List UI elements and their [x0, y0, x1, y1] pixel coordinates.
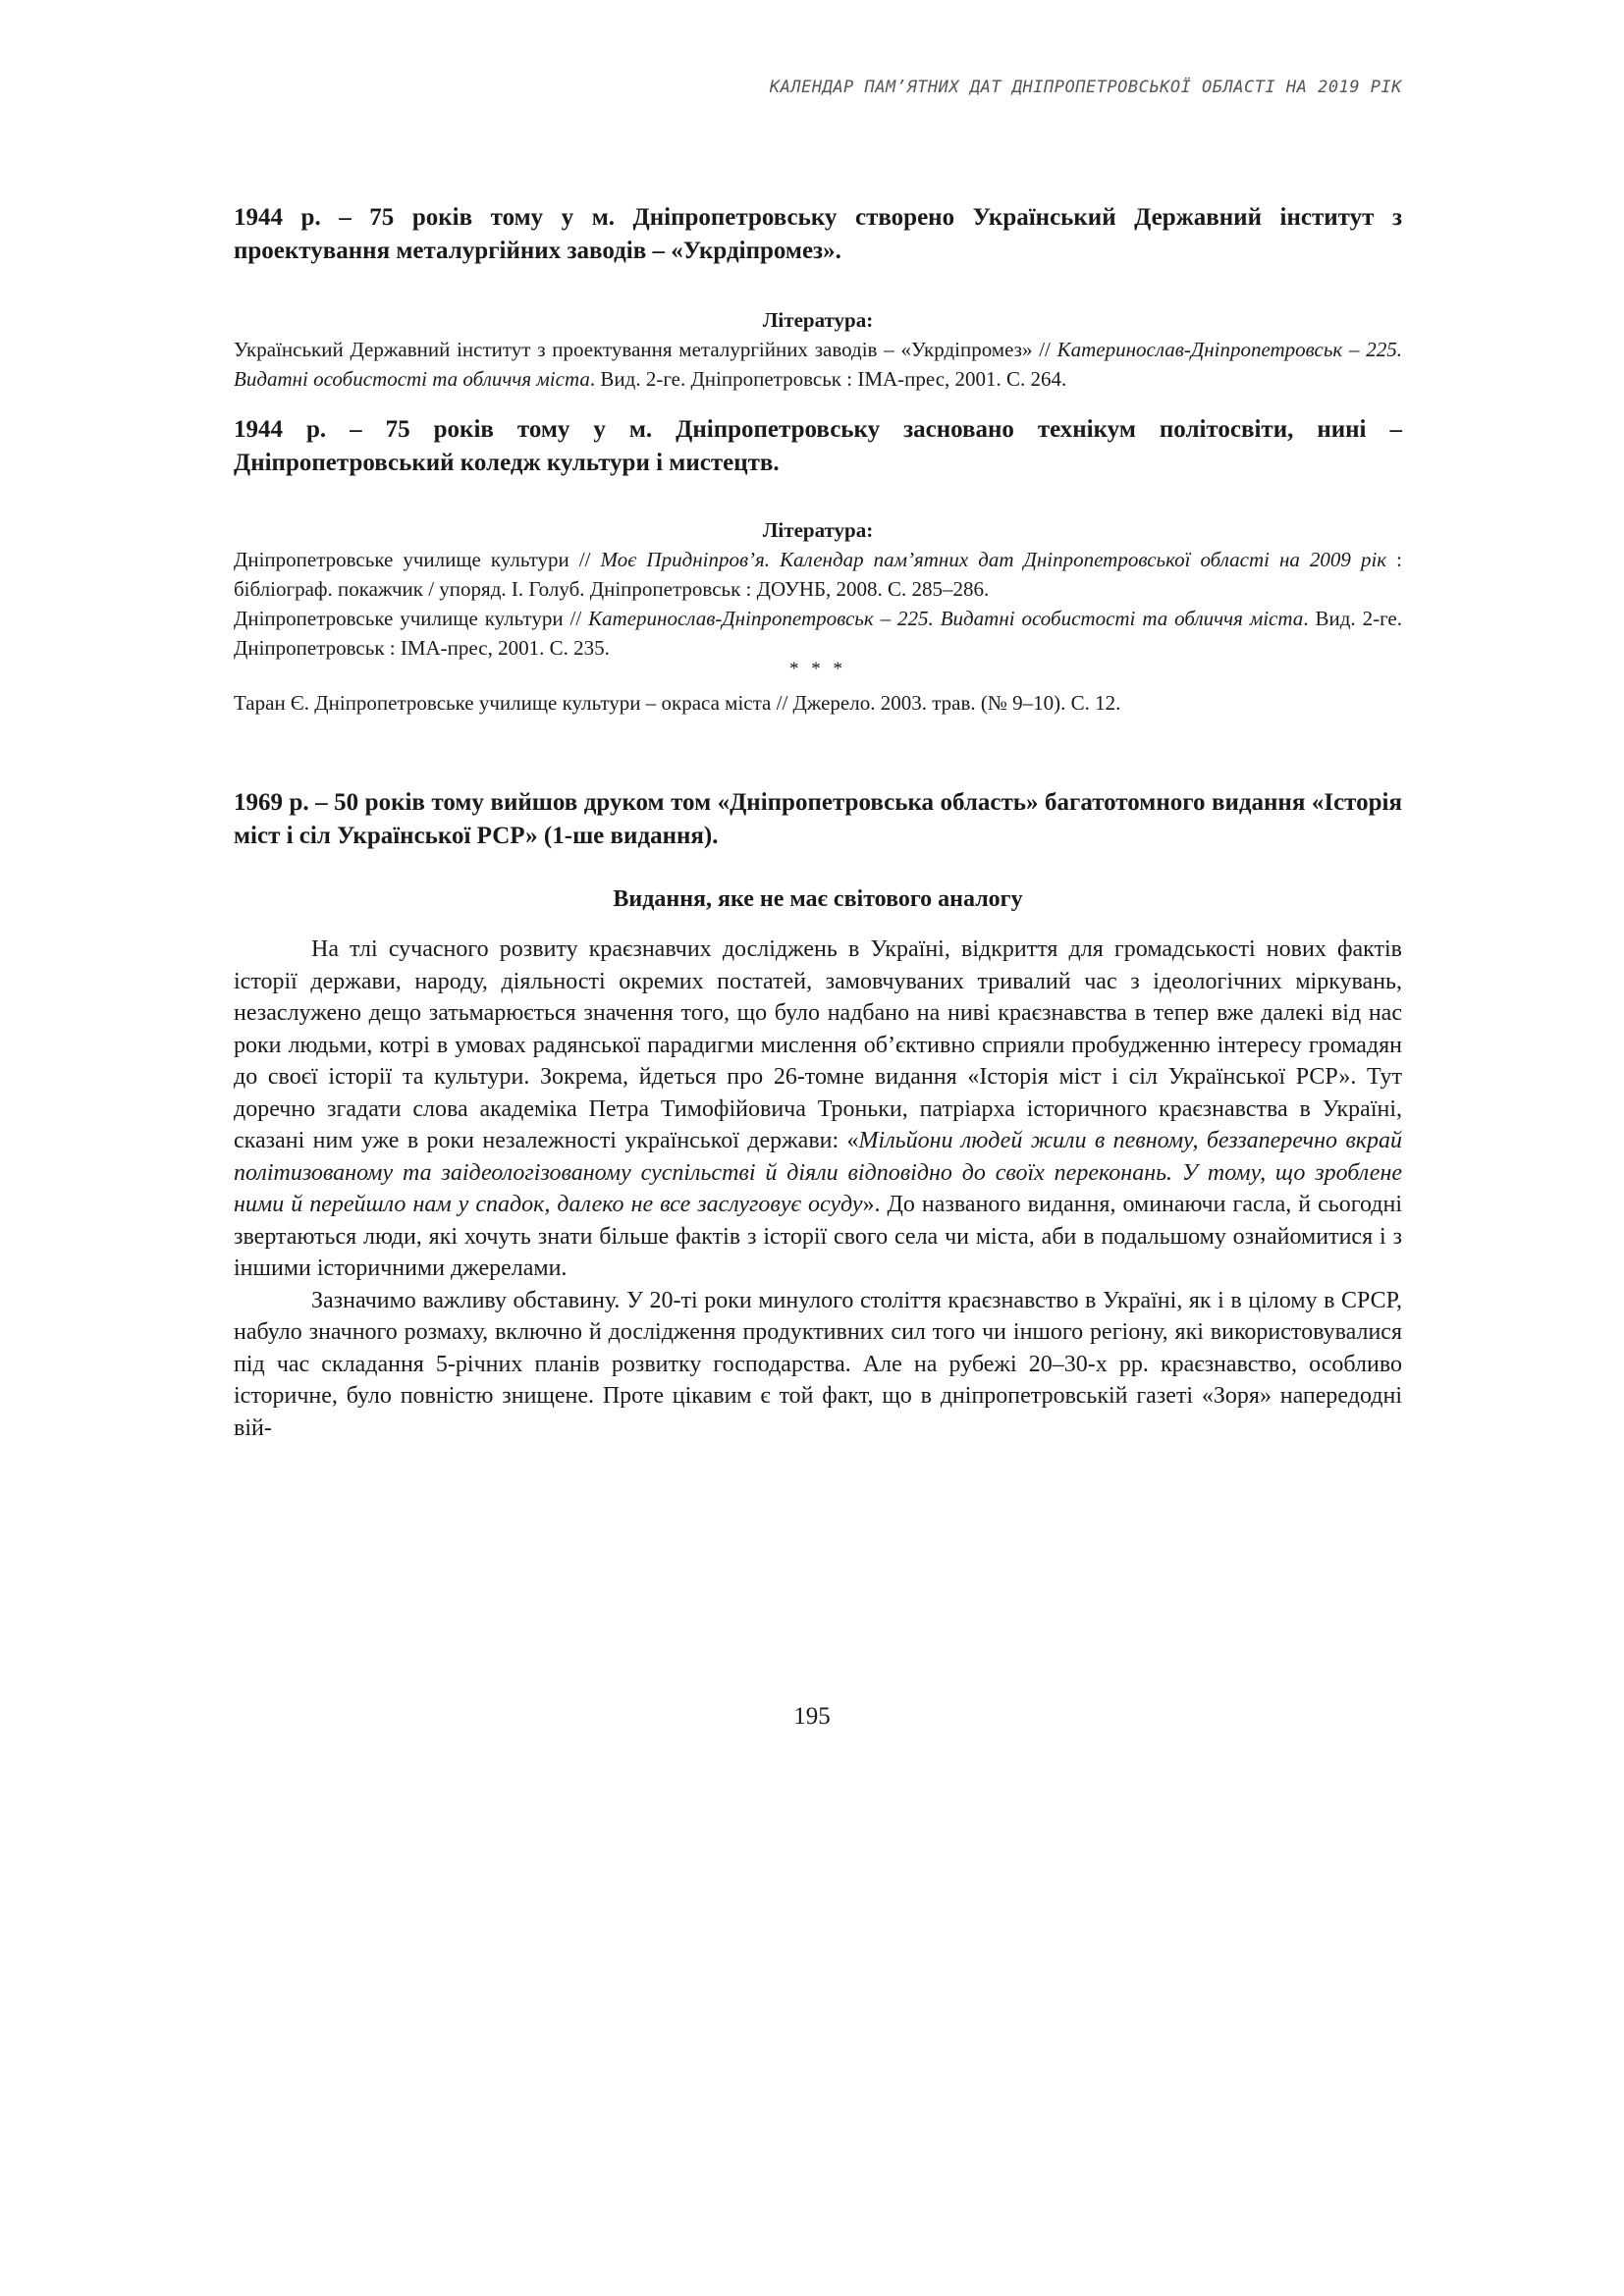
running-header: КАЛЕНДАР ПАМ’ЯТНИХ ДАТ ДНІПРОПЕТРОВСЬКОЇ ОБЛАСТІ НА 2019 РІК [769, 78, 1402, 97]
article-subheading: Видання, яке не має світового аналогу [613, 886, 1023, 912]
literature-heading-2: Література: [762, 518, 874, 542]
separator-stars: * * * [789, 659, 846, 679]
page-content [234, 201, 1402, 1444]
entry-title-1: 1944 р. – 75 років тому у м. Дніпропетровську створено Український Державний інститут з проектування металургійних заводів – «Укрдіпромез». [234, 204, 1402, 264]
literature-item: Таран Є. Дніпропетровське училище культури – окраса міста // Джерело. 2003. трав. (№ 9–10). С. 12. [234, 691, 1121, 715]
body-paragraph: Зазначимо важливу обставину. У 20-ті роки минулого століття краєзнавство в Україні, як і в цілому в СРСР, набуло значного розмаху, включно й дослідження продуктивних сил того чи іншого регіону, які використовувалися під час складання 5-річних планів розвитку господарства. Але на рубежі 20–30-х рр. краєзнавство, особливо історичне, було повністю знищене. Проте цікавим є той факт, що в дніпропетровській газеті «Зоря» напередодні вій- [234, 1287, 1402, 1441]
entry-title-3: 1969 р. – 50 років тому вийшов друком том «Дніпропетровська область» багатотомного видання «Історія міст і сіл Української РСР» (1-ше видання). [234, 789, 1402, 849]
literature-item: Дніпропетровське училище культури // Моє Придніпров’я. Календар пам’ятних дат Дніпропетровської області на 2009 рік : бібліограф. покажчик / упоряд. І. Голуб. Дніпропетровськ : ДОУНБ, 2008. С. 285–286. [234, 548, 1403, 601]
entry-title-2: 1944 р. – 75 років тому у м. Дніпропетровську засновано технікум політосвіти, нині – Дніпропетровський коледж культури і мистецтв. [234, 416, 1402, 476]
body-paragraph: На тлі сучасного розвиту краєзнавчих досліджень в Україні, відкриття для громадськості нових фактів історії держави, народу, діяльності окремих постатей, замовчуваних тривалий час з ідеологічних міркувань, незаслужено дещо затьмарюється значення того, що було надбано на ниві краєзнавства в тепер вже далекі від нас роки людьми, котрі в умовах радянської парадигми мислення об’єктивно сприяли пробудженню інтересу громадян до своєї історії та культури. Зокрема, йдеться про 26-томне видання «Історія міст і сіл Української РСР». Тут доречно згадати слова академіка Петра Тимофійовича Троньки, патріарха історичного краєзнавства в Україні, сказані ним уже в роки незалежності української держави: «Мільйони людей жили в певному, беззаперечно вкрай політизованому та заідеологізованому суспільстві й діяли відповідно до своїх переконань. У тому, що зроблене ними й перейшло нам у спадок, далеко не все заслуговує осуду». До названого видання, оминаючи гасла, й сьогодні звертаються люди, які хочуть знати більше фактів з історії свого села чи міста, аби в подальшому ознайомитися і з іншими історичними джерелами. [234, 936, 1403, 1281]
literature-heading-1: Література: [762, 308, 874, 332]
literature-item: Український Державний інститут з проектування металургійних заводів – «Укрдіпромез» // Катеринослав-Дніпропетровськ – 225. Видатні особистості та обличчя міста. Вид. 2-ге. Дніпропетровськ : ІМА-прес, 2001. С. 264. [234, 338, 1402, 391]
literature-item: Дніпропетровське училище культури // Катеринослав-Дніпропетровськ – 225. Видатні особистості та обличчя міста. Вид. 2-ге. Дніпропетровськ : ІМА-прес, 2001. С. 235. [234, 607, 1403, 660]
page-number: 195 [793, 1703, 831, 1730]
